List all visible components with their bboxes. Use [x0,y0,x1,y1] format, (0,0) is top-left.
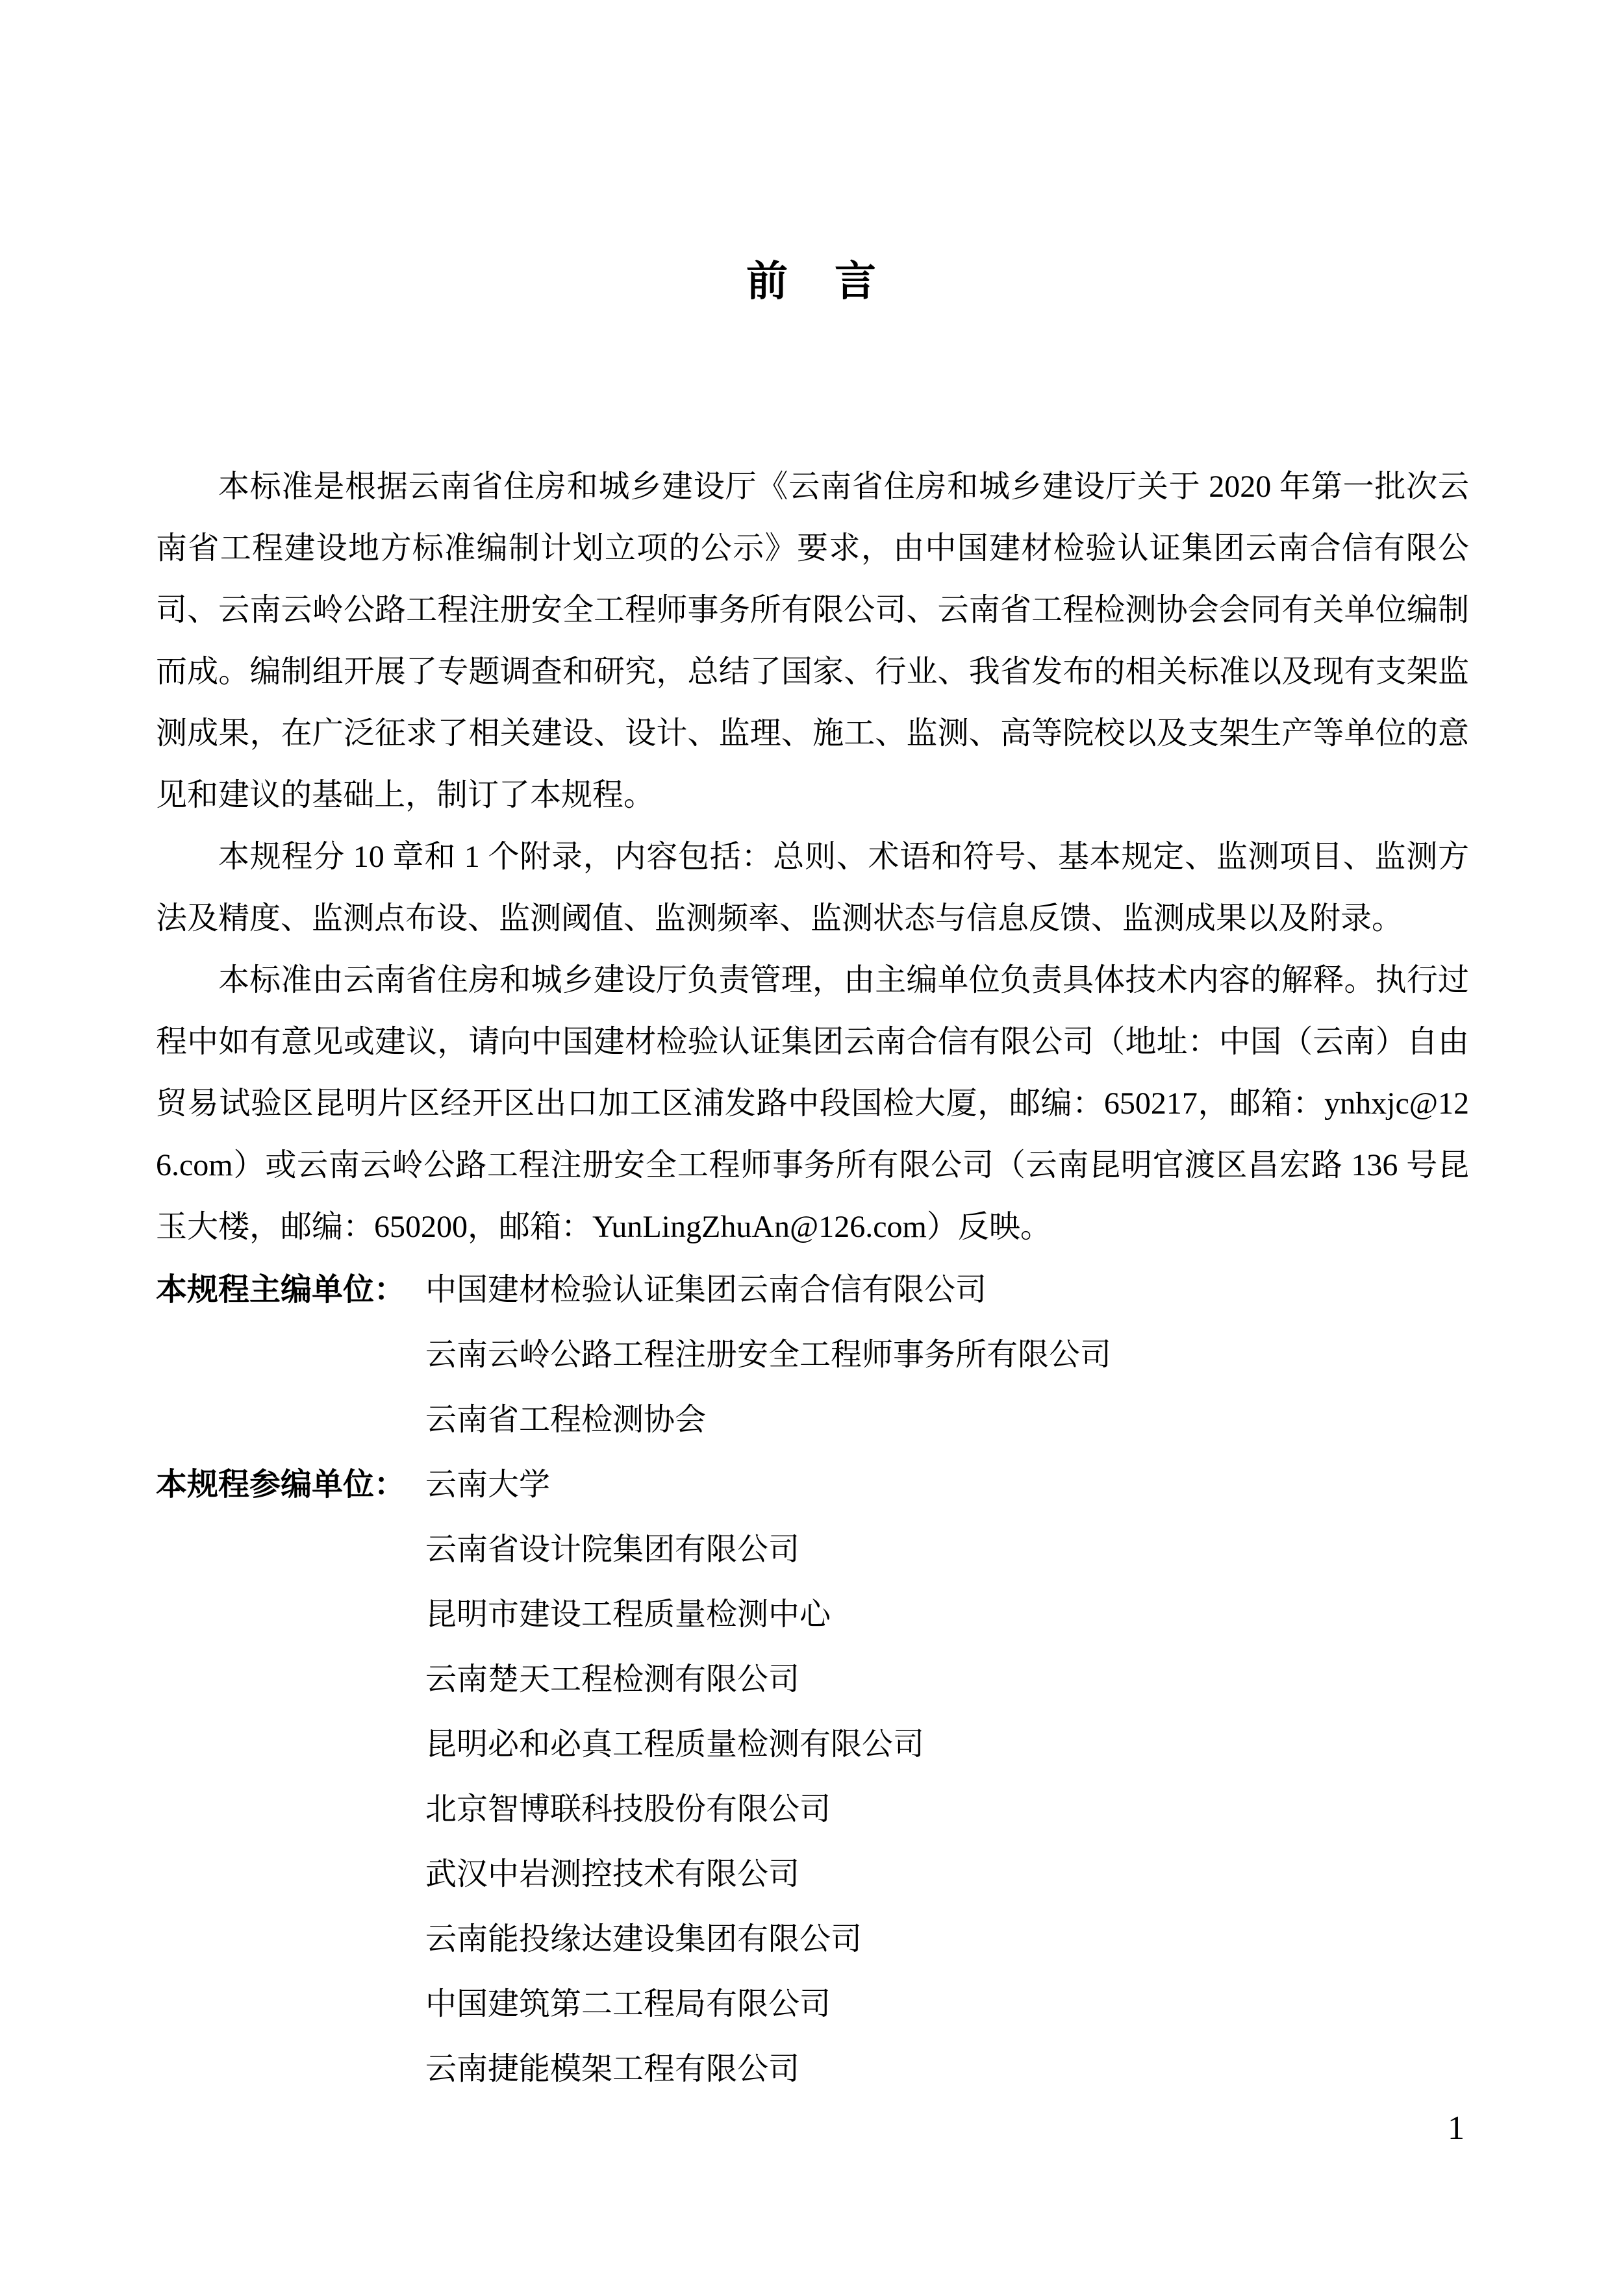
participant-section [156,1453,1469,2102]
chief-editor-section [156,1258,1469,1453]
chief-editor-unit: 中国建材检验认证集团云南合信有限公司 [425,1273,987,1307]
participant-label: 本规程参编单位： [156,1467,406,1502]
foreword-paragraph-2: 本规程分 10 章和 1 个附录，内容包括：总则、术语和符号、基本规定、监测项目、监测方法及精度、监测点布设、监测阈值、监测频率、监测状态与信息反馈、监测成果以及附录。 [156,840,1469,936]
participant-unit: 昆明市建设工程质量检测中心 [425,1597,831,1632]
participant-unit: 云南楚天工程检测有限公司 [425,1662,800,1697]
foreword-body [156,456,1469,1258]
chief-editor-unit: 云南云岭公路工程注册安全工程师事务所有限公司 [425,1338,1112,1372]
page-title: 前 言 [746,258,879,305]
chief-editor-unit: 云南省工程检测协会 [425,1403,707,1437]
participant-unit: 武汉中岩测控技术有限公司 [425,1857,800,1891]
participant-unit: 北京智博联科技股份有限公司 [425,1792,831,1827]
participant-unit: 中国建筑第二工程局有限公司 [425,1987,831,2021]
participant-unit: 云南能投缘达建设集团有限公司 [425,1922,862,1956]
foreword-paragraph-3: 本标准由云南省住房和城乡建设厅负责管理，由主编单位负责具体技术内容的解释。执行过程中如有意见或建议，请向中国建材检验认证集团云南合信有限公司（地址：中国（云南）自由贸易试验区昆明片区经开区出口加工区浦发路中段国检大厦，邮编：650217，邮箱：ynhxjc@126.com）或云南云岭公路工程注册安全工程师事务所有限公司（云南昆明官渡区昌宏路 136 号昆玉大楼，邮编：650200，邮箱：YunLingZhuAn@126.com）反映。 [156,963,1469,1244]
participant-unit: 云南省设计院集团有限公司 [425,1532,800,1567]
page-number: 1 [1448,2110,1465,2147]
participant-unit-list [425,1453,1469,2102]
page-content [156,258,1469,2102]
participant-unit: 云南大学 [425,1467,551,1502]
participant-unit: 昆明必和必真工程质量检测有限公司 [425,1727,925,1762]
participant-unit: 云南捷能模架工程有限公司 [425,2052,800,2086]
foreword-paragraph-1: 本标准是根据云南省住房和城乡建设厅《云南省住房和城乡建设厅关于 2020 年第一批次云南省工程建设地方标准编制计划立项的公示》要求，由中国建材检验认证集团云南合信有限公司、云南云岭公路工程注册安全工程师事务所有限公司、云南省工程检测协会会同有关单位编制而成。编制组开展了专题调查和研究，总结了国家、行业、我省发布的相关标准以及现有支架监测成果，在广泛征求了相关建设、设计、监理、施工、监测、高等院校以及支架生产等单位的意见和建议的基础上，制订了本规程。 [156,469,1469,812]
chief-editor-label: 本规程主编单位： [156,1273,406,1307]
chief-editor-unit-list [425,1258,1469,1453]
